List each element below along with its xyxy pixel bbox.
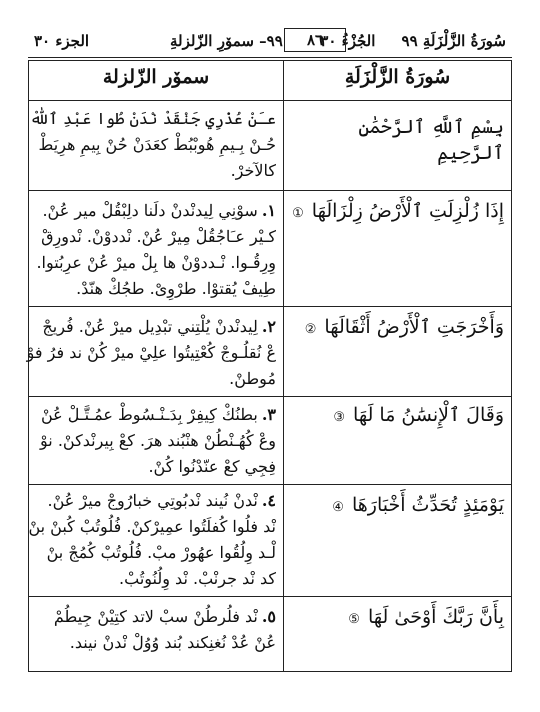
verse-text: وَأَخْرَجَتِ ٱلْأَرْضُ أَثْقَالَهَا — [324, 316, 504, 338]
header-surah-name: سُورَةُ الزَّلْزَلَةِ ٩٩ الجُزْءُ ٣٠ — [320, 31, 506, 50]
basmala-arabic: بِسْمِ ٱللَّهِ ٱلرَّحْمَٰنِ ٱلرَّحِيمِ — [358, 116, 504, 164]
verse-4-arabic — [290, 492, 504, 521]
verse-number: ٥. — [261, 607, 276, 626]
verse-number: ١. — [261, 201, 276, 220]
surah-title-translation: سمۆر الزّلزلة — [102, 66, 210, 88]
verse-3-arabic — [290, 402, 504, 431]
row-separator — [29, 396, 511, 397]
row-separator — [29, 190, 511, 191]
translation-line: وِرِقُـوا. نْـددوْنْ ها بِلْ ميرْ عُنْ عرِبُتوا. — [36, 253, 276, 272]
verse-2-arabic — [290, 314, 504, 343]
basmala-translation — [29, 106, 276, 184]
translation-line: ١.سوْنِي لِيدنْدنْ دلَنا دلِبْقُلْ مير عُنْ. — [42, 201, 276, 220]
translation-line: كـيْر عـَاجُقُلْ مِيرْ عُنْ. نْددوْنْ. نْدورِقْ — [41, 227, 276, 246]
verse-number: ٢. — [261, 317, 276, 336]
verse-text: بِأَنَّ رَبَّكَ أَوْحَىٰ لَهَا — [368, 606, 504, 628]
verse-2-translation — [26, 314, 276, 392]
verse-1-translation — [36, 198, 276, 302]
verse-5-translation — [36, 604, 276, 656]
translation-line: ٤.نْدنْ نُيند نْدبُوتِي خبارُوجْ ميرْ عُنْ. — [47, 491, 276, 510]
translation-line: عْ نُقلُـوجْ كُعْتِيتُوا علِيْ ميرْ كُنْ ند فرُ فوْ — [26, 343, 276, 362]
translation-line: ٥.نْد فلُرطُنْ سبْ لاتد كتِيْنْ جِيطُمْ — [53, 607, 276, 626]
translation-line: طِيفْ يُقتوْا. طرْوِىْ. طجُكْ هنّدْ. — [76, 279, 276, 298]
verse-text: يَوْمَئِذٍ تُحَدِّثُ أَخْبَارَهَا — [351, 494, 504, 516]
verse-4-translation — [28, 488, 276, 592]
title-divider — [29, 100, 511, 101]
row-separator — [29, 596, 511, 597]
translation-line: ٣.بطنُكْ كِيفِرْ بِدَـنْـسُوطْ عمُـتَّـلْ عُنْ — [40, 405, 276, 424]
verse-5-arabic — [290, 604, 504, 633]
verse-end-marker: ⑤ — [348, 612, 360, 627]
verse-end-marker: ④ — [332, 500, 344, 515]
translation-line: فِجِي كعْ عنّدْنُوا كُنْ. — [148, 457, 276, 476]
verse-text: وَقَالَ ٱلْإِنسَٰنُ مَا لَهَا — [353, 404, 504, 426]
header-surah-translation: ٩٩– سمۆرِ الزّلزلةِ — [170, 31, 283, 50]
verse-1-arabic — [290, 198, 504, 227]
verse-end-marker: ③ — [333, 410, 345, 425]
verse-3-translation — [36, 402, 276, 480]
verse-number: ٣. — [261, 405, 276, 424]
row-separator — [29, 306, 511, 307]
verse-number: ٤. — [261, 491, 276, 510]
basmala-translation-line: عـَنْ عُذْرِي جَنْقَدْ نْدَنْ طُوا عَبْدِ ٱللّٰهْ — [29, 109, 276, 128]
page-number: ٨٦ — [284, 28, 346, 52]
verse-text: إِذَا زُلْزِلَتِ ٱلْأَرْضُ زِلْزَالَهَا — [311, 200, 504, 222]
basmala-translation-line: حُـنْ بِـيمِ هُوبْبُطْ كعَدَنْ حُنْ بِيمِ هرِيَطْ — [38, 135, 276, 154]
translation-line: وعْ كُهُـنْطُنْ هنْبُند هرَ. كعْ بِيرنْدكنْ. نوْ — [40, 431, 276, 450]
surah-title-quran: سُورَةُ الزَّلْزَلَةِ — [344, 66, 451, 88]
translation-line: نْد فلُوا كُفلَتُوا عمِيرْكنْ. فُلُوتُبْ كُبنْ بنْ — [28, 517, 276, 536]
translation-line: مُوطنْ. — [229, 369, 276, 388]
translation-line: كد نْد جرنْبْ. نْد وِلُنُوتُبْ. — [119, 569, 276, 588]
header-juz: الجزء ٣٠ — [34, 31, 90, 50]
verse-end-marker: ② — [304, 322, 317, 337]
translation-line: عُنْ عُدْ نُغنِكند بُند وُوُلْ نْدنْ نيند. — [69, 633, 276, 652]
running-header — [28, 24, 512, 58]
header-juz-arabic: الجُزْءُ ٣٠ — [320, 31, 376, 50]
translation-line: لْـد وِلُقُوا عهُورْ مبْ. فُلُوتُبْ كُمُجْ بنْ — [46, 543, 276, 562]
translation-line: ٢.لِيدنْدنْ يُلْتِني تبْدِيل ميرْ عُنْ. فُريجْ — [42, 317, 276, 336]
row-separator — [29, 484, 511, 485]
column-divider — [283, 60, 284, 672]
verse-end-marker: ① — [292, 206, 304, 221]
basmala-translation-line: كالآخرْ. — [230, 161, 276, 180]
